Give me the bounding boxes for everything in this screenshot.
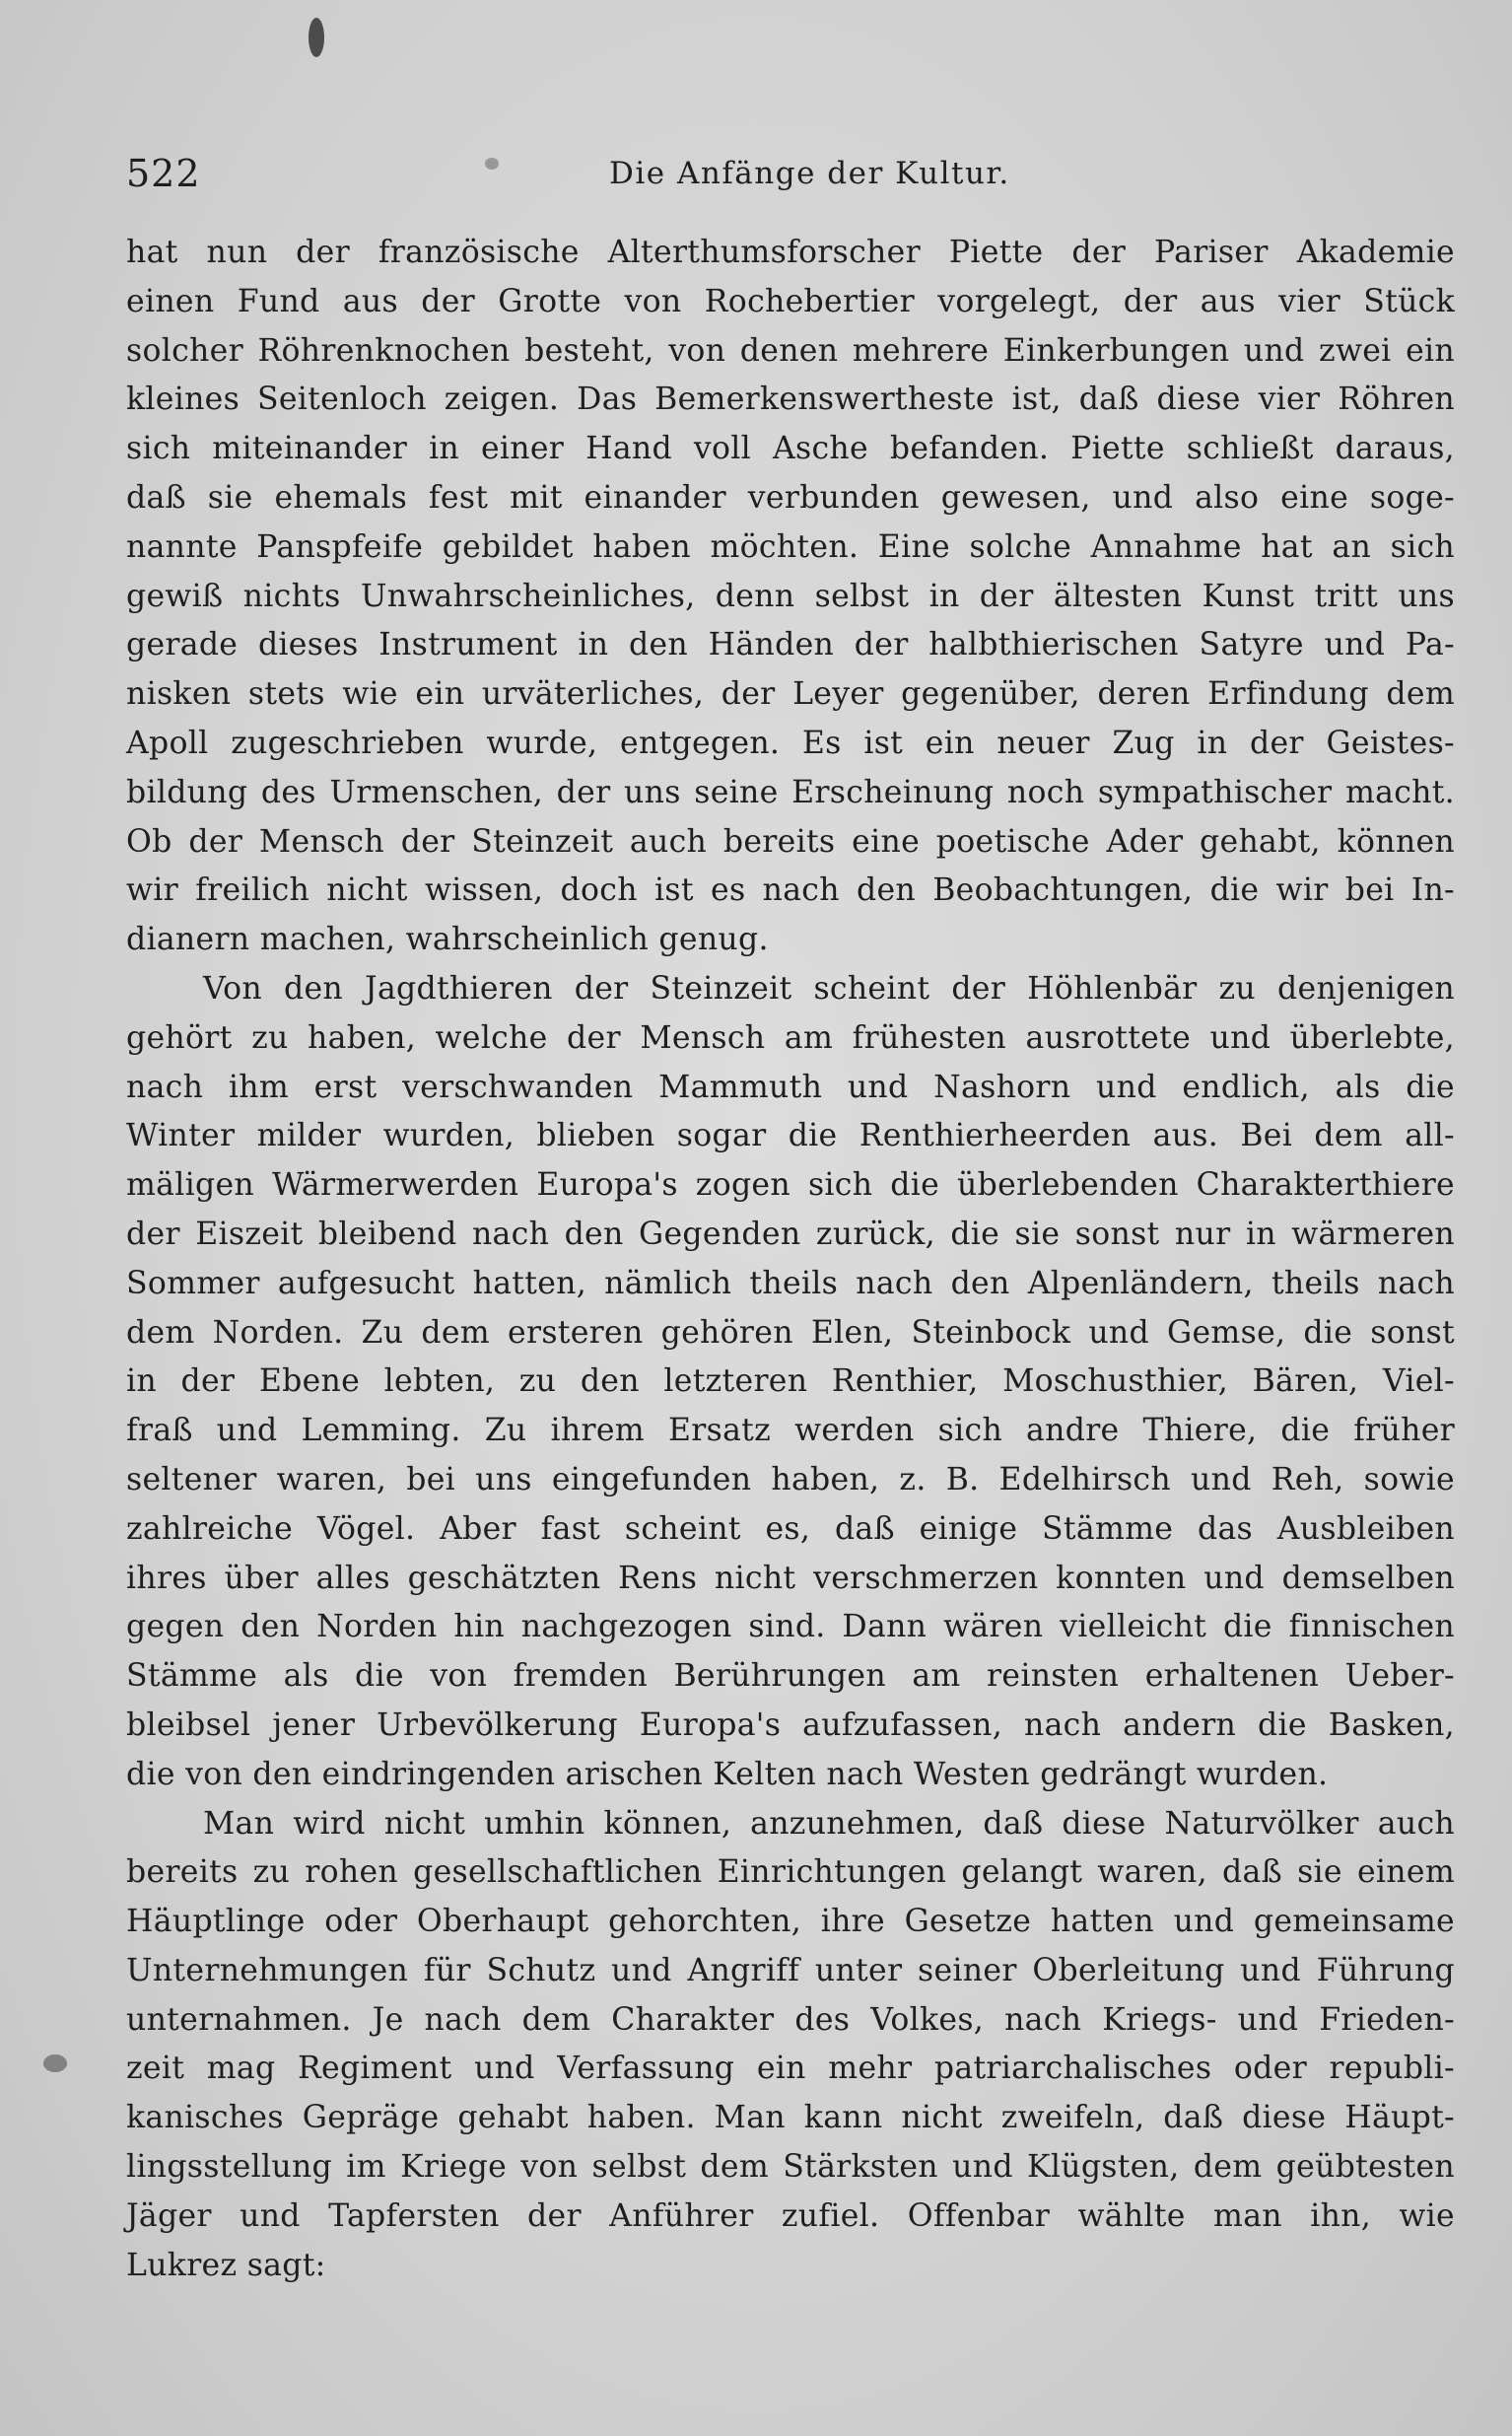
text-line: nannte Panspfeife gebildet haben möchten. Eine solche Annahme hat an sich [126,528,1455,565]
ink-blot [309,18,324,57]
text-line: nach ihm erst verschwanden Mammuth und Nashorn und endlich, als die [126,1069,1455,1105]
text-line: fraß und Lemming. Zu ihrem Ersatz werden sich andre Thiere, die früher [126,1413,1455,1449]
body-text [126,229,1455,2290]
text-line: bleibsel jener Urbevölkerung Europa's aufzufassen, nach andern die Basken, [126,1706,1455,1743]
text-line: Unternehmungen für Schutz und Angriff unter seiner Oberleitung und Führung [126,1952,1455,1988]
text-line: bereits zu rohen gesellschaftlichen Einrichtungen gelangt waren, daß sie einem [126,1854,1455,1891]
text-line: solcher Röhrenknochen besteht, von denen mehrere Einkerbungen und zwei ein [126,332,1455,369]
text-line: ihres über alles geschätzten Rens nicht verschmerzen konnten und demselben [126,1560,1455,1596]
text-line: in der Ebene lebten, zu den letzteren Renthier, Moschusthier, Bären, Viel- [126,1363,1455,1400]
text-line: kanisches Gepräge gehabt haben. Man kann nicht zweifeln, daß diese Häupt- [126,2100,1455,2136]
text-line: dem Norden. Zu dem ersteren gehören Elen, Steinbock und Gemse, die sonst [126,1314,1455,1351]
text-line: gehört zu haben, welche der Mensch am frühesten ausrottete und überlebte, [126,1019,1455,1056]
text-line: zahlreiche Vögel. Aber fast scheint es, daß einige Stämme das Ausbleiben [126,1510,1455,1547]
text-line: Lukrez sagt: [126,2247,326,2283]
text-line: gegen den Norden hin nachgezogen sind. Dann wären vielleicht die finnischen [126,1609,1455,1645]
text-line: bildung des Urmenschen, der uns seine Erscheinung noch sympathischer macht. [126,774,1455,810]
text-line: der Eiszeit bleibend nach den Gegenden zurück, die sie sonst nur in wärmeren [126,1216,1455,1252]
text-line: Jäger und Tapfersten der Anführer zufiel. Offenbar wählte man ihn, wie [126,2197,1455,2234]
text-line: unternahmen. Je nach dem Charakter des Volkes, nach Kriegs- und Frieden- [126,2001,1455,2038]
ink-spot [43,2054,67,2072]
text-line: Apoll zugeschrieben wurde, entgegen. Es ist ein neuer Zug in der Geistes- [126,725,1455,761]
running-title: Die Anfänge der Kultur. [609,156,1010,191]
text-line: dianern machen, wahrscheinlich genug. [126,922,769,958]
text-line: Häuptlinge oder Oberhaupt gehorchten, ihre Gesetze hatten und gemeinsame [126,1904,1455,1940]
text-line: die von den eindringenden arischen Kelten nach Westen gedrängt wurden. [126,1756,1329,1792]
text-line: Sommer aufgesucht hatten, nämlich theils nach den Alpenländern, theils nach [126,1265,1455,1301]
text-line: lingsstellung im Kriege von selbst dem Stärksten und Klügsten, dem geübtesten [126,2149,1455,2186]
page-number: 522 [126,152,201,195]
text-line: hat nun der französische Alterthumsforscher Piette der Pariser Akademie [126,235,1455,270]
text-line: Winter milder wurden, blieben sogar die Renthierheerden aus. Bei dem all- [126,1118,1455,1154]
text-line: einen Fund aus der Grotte von Rochebertier vorgelegt, der aus vier Stück [126,283,1455,319]
text-line: sich miteinander in einer Hand voll Asche befanden. Piette schließt daraus, [126,431,1455,467]
text-line: gewiß nichts Unwahrscheinliches, denn selbst in der ältesten Kunst tritt uns [126,578,1455,614]
text-line: seltener waren, bei uns eingefunden haben, z. B. Edelhirsch und Reh, sowie [126,1461,1455,1497]
text-line: Man wird nicht umhin können, anzunehmen, daß diese Naturvölker auch [203,1805,1455,1842]
text-line: wir freilich nicht wissen, doch ist es nach den Beobachtungen, die wir bei In- [126,872,1455,909]
text-line: gerade dieses Instrument in den Händen der halbthierischen Satyre und Pa- [126,627,1455,663]
text-line: mäligen Wärmerwerden Europa's zogen sich die überlebenden Charakterthiere [126,1167,1455,1204]
page-header [126,148,1453,207]
text-line: daß sie ehemals fest mit einander verbunden gewesen, und also eine soge- [126,479,1455,516]
text-line: zeit mag Regiment und Verfassung ein mehr patriarchalisches oder republi- [126,2051,1455,2087]
text-line: kleines Seitenloch zeigen. Das Bemerkenswertheste ist, daß diese vier Röhren [126,382,1455,418]
text-line: Stämme als die von fremden Berührungen am reinsten erhaltenen Ueber- [126,1658,1455,1695]
text-line: nisken stets wie ein urväterliches, der Leyer gegenüber, deren Erfindung dem [126,676,1455,713]
text-line: Von den Jagdthieren der Steinzeit scheint der Höhlenbär zu denjenigen [203,970,1455,1007]
text-line: Ob der Mensch der Steinzeit auch bereits eine poetische Ader gehabt, können [126,823,1455,860]
